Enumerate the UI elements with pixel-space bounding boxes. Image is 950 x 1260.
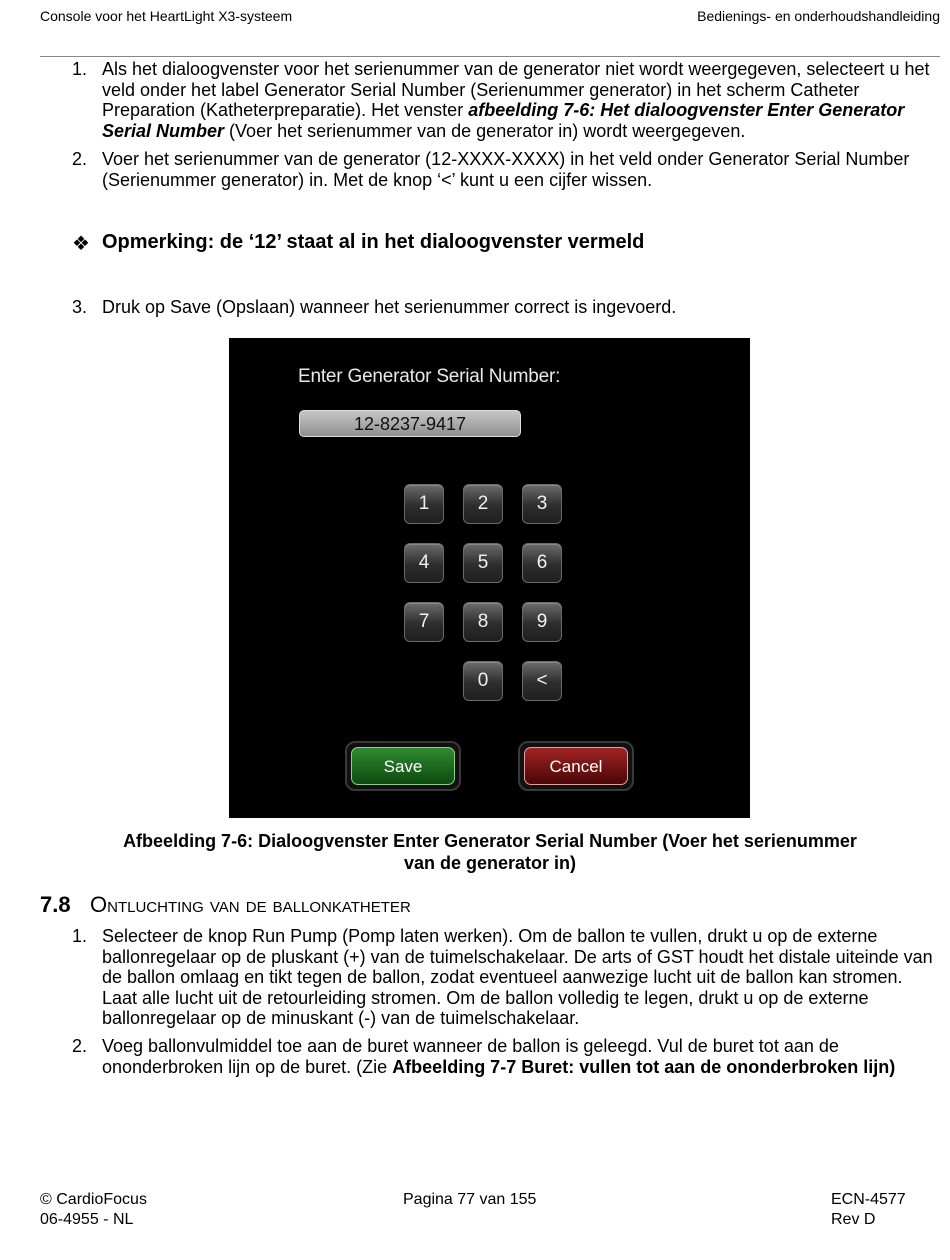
step-number: 3. bbox=[72, 297, 88, 317]
note-text: Opmerking: de ‘12’ staat al in het dialoogvenster vermeld bbox=[102, 231, 645, 253]
keypad-key-8[interactable]: 8 bbox=[463, 602, 503, 642]
revision: Rev D bbox=[831, 1211, 876, 1228]
step-text: Selecteer de knop Run Pump (Pomp laten werken). Om de ballon te vullen, drukt u op de externe ballonregelaar op de pluskant (+) van de tuimelschakelaar. De arts of GST houdt het distale uiteinde van de ballon omlaag en tikt tegen de ballon, zodat eventueel aanwezige lucht uit de ballon kan stromen. Laat alle lucht uit de retourleiding stromen. Om de ballon volledig te legen, drukt u op de externe ballonregelaar op de minuskant (-) van de tuimelschakelaar. bbox=[102, 926, 933, 1028]
figure-reference: Afbeelding 7-7 Buret: vullen tot aan de ononderbroken lijn) bbox=[392, 1056, 896, 1077]
ecn-number: ECN-4577 bbox=[831, 1191, 906, 1208]
step-number: 1. bbox=[72, 926, 88, 946]
keypad-key-9[interactable]: 9 bbox=[522, 602, 562, 642]
cancel-button-frame bbox=[518, 741, 634, 791]
section-title: Ontluchting van de ballonkatheter bbox=[90, 892, 411, 917]
running-header-left: Console voor het HeartLight X3-systeem bbox=[40, 8, 293, 24]
keypad-key-5[interactable]: 5 bbox=[463, 543, 503, 583]
keypad-key-2[interactable]: 2 bbox=[463, 484, 503, 524]
step-number: 1. bbox=[72, 59, 88, 79]
save-button-frame bbox=[345, 741, 461, 791]
serial-number-field[interactable]: 12-8237-9417 bbox=[299, 410, 521, 437]
page-number: Pagina 77 van 155 bbox=[403, 1191, 537, 1208]
section-heading bbox=[40, 892, 411, 918]
keypad-key-3[interactable]: 3 bbox=[522, 484, 562, 524]
serial-number-dialog-screenshot bbox=[229, 338, 750, 818]
step-text: Voer het serienummer van de generator (12-XXXX-XXXX) in het veld onder Generator Serial Number (Serienummer generator) in. Met de knop ‘<’ kunt u een cijfer wissen. bbox=[102, 149, 910, 190]
header-divider bbox=[40, 56, 940, 57]
keypad-key-7[interactable]: 7 bbox=[404, 602, 444, 642]
note-bullet-icon: ❖ bbox=[72, 233, 90, 255]
section-number: 7.8 bbox=[40, 892, 71, 917]
save-button[interactable]: Save bbox=[351, 747, 455, 785]
keypad-backspace-key[interactable]: < bbox=[522, 661, 562, 701]
keypad-key-4[interactable]: 4 bbox=[404, 543, 444, 583]
running-header-right: Bedienings- en onderhoudshandleiding bbox=[697, 8, 940, 24]
keypad-key-0[interactable]: 0 bbox=[463, 661, 503, 701]
document-id: 06-4955 - NL bbox=[40, 1211, 134, 1228]
figure-caption: Afbeelding 7-6: Dialoogvenster Enter Generator Serial Number (Voer het serienummer van de generator in) bbox=[123, 831, 857, 873]
copyright: © CardioFocus bbox=[40, 1191, 147, 1208]
step-text: Als het dialoogvenster voor het serienummer van de generator niet wordt weergegeven, selecteert u het veld onder het label Generator Serial Number (Serienummer generator) in het scherm Catheter Preparation (Katheterpreparatie). Het venster afbeelding 7-6: Het dialoogvenster Enter Generator Serial Number (Voer het serienummer van de generator in) wordt weergegeven. bbox=[102, 59, 930, 141]
footer-left bbox=[40, 1190, 147, 1230]
step-number: 2. bbox=[72, 1036, 88, 1056]
cancel-button[interactable]: Cancel bbox=[524, 747, 628, 785]
keypad-key-1[interactable]: 1 bbox=[404, 484, 444, 524]
keypad-key-6[interactable]: 6 bbox=[522, 543, 562, 583]
step-text: Druk op Save (Opslaan) wanneer het serienummer correct is ingevoerd. bbox=[102, 297, 677, 317]
footer-right bbox=[831, 1190, 906, 1230]
dialog-title: Enter Generator Serial Number: bbox=[298, 366, 561, 387]
figure-reference: afbeelding 7-6: Het dialoogvenster Enter Generator Serial Number bbox=[102, 100, 905, 141]
step-text: Voeg ballonvulmiddel toe aan de buret wanneer de ballon is geleegd. Vul de buret tot aan de ononderbroken lijn op de buret. (Zie Afbeelding 7-7 Buret: vullen tot aan de ononderbroken lijn) bbox=[102, 1036, 896, 1077]
step-number: 2. bbox=[72, 149, 88, 169]
